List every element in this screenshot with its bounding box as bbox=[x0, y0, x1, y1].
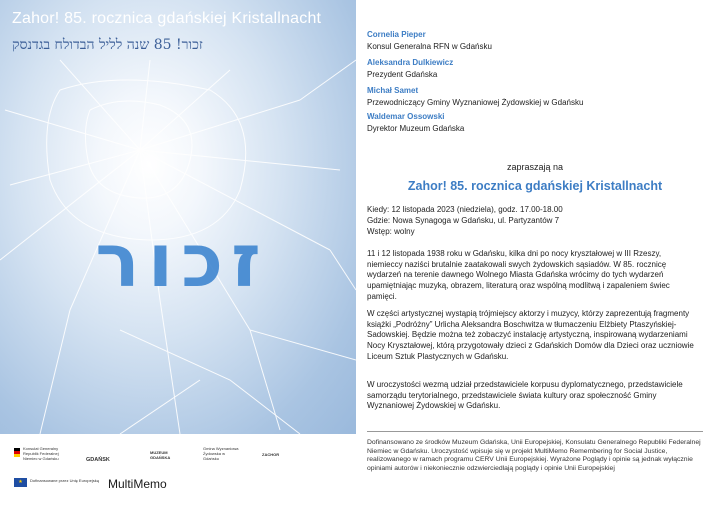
poster-title: Zahor! 85. rocznica gdańskiej Kristallnacht bbox=[12, 10, 322, 27]
event-entry: Wstęp: wolny bbox=[367, 227, 415, 236]
organizer-name: Cornelia Pieper bbox=[367, 30, 426, 39]
organizer-name: Waldemar Ossowski bbox=[367, 112, 445, 121]
eu-funding-logo: Dofinansowane przez Unię Europejską bbox=[30, 478, 99, 483]
description-paragraph: W części artystycznej wystąpią trójmiejscy aktorzy i muzycy, którzy zaprezentują fragmenty książki „Podróżny” Urlicha Aleksandra Boschwitza w tłumaczeniu Elżbiety Ptaszyńskiej-Sadowskiej. Będzie można też zobaczyć instalację artystyczną, inspirowaną wydarzeniami Nocy Kryształowej, którą przygotowały dzieci z Gdańskich Domów dla Dzieci oraz uczniowie Liceum Sztuk Plastycznych w Gdańsku. bbox=[367, 309, 694, 361]
footer-divider bbox=[367, 431, 703, 432]
event-where: Gdzie: Nowa Synagoga w Gdańsku, ul. Partyzantów 7 bbox=[367, 216, 560, 225]
description-paragraph: 11 i 12 listopada 1938 roku w Gdańsku, kilka dni po nocy kryształowej w III Rzeszy, niemieccy naziści brutalnie zaatakowali swych żydowskich sąsiadów. W 85. rocznicę wydarzeń na terenie dawnego Wolnego Miasta Gdańska wrócimy do tych wydarzeń upamiętniając muzyką, obrazem, literaturą oraz wspólną modlitwą i zapaleniem świec pamięci. bbox=[367, 249, 670, 301]
consulate-logo: Konsulat Generalny Republik Federalnej Niemiec w Gdańsku bbox=[23, 446, 59, 461]
zachor-logo: ZACHOR bbox=[262, 452, 280, 457]
sponsor-logos bbox=[0, 434, 356, 505]
poster-hebrew-zachor: זכור bbox=[95, 218, 269, 304]
poster-panel bbox=[0, 0, 356, 505]
organizer-name: Aleksandra Dulkiewicz bbox=[367, 58, 454, 67]
funding-footer: Dofinansowano ze środków Muzeum Gdańska, Unii Europejskiej, Konsulatu Generalnego Republiki Federalnej Niemiec w Gdańsku. Uroczystość wpisuje się w projekt MultiMemo Remembering for Social Justice, realizowanego w ramach programu CERV Unii Europejskiej. Wyrażone Poglądy i opinie są jednak wyłącznie opiniami autorów i niekoniecznie odzwierciedlają poglądy i opinie Unii Europejskiej bbox=[367, 439, 701, 472]
organizer-role: Konsul Generalna RFN w Gdańsku bbox=[367, 42, 492, 51]
german-flag-icon bbox=[14, 448, 20, 457]
invitation-panel bbox=[356, 0, 714, 505]
gmina-logo: Gmina Wyznaniowa Żydowska w Gdańsku bbox=[203, 446, 239, 461]
muzeum-logo: MUZEUM GDAŃSKA bbox=[150, 450, 171, 460]
organizer-name: Michał Samet bbox=[367, 86, 419, 95]
poster-hebrew-subtitle: זכור! 85 שנה לליל הבדולח בגדנסק bbox=[12, 37, 203, 53]
multimemo-logo: MultiMemo bbox=[108, 477, 167, 491]
organizer-role: Dyrektor Muzeum Gdańska bbox=[367, 124, 465, 133]
description-paragraph: W uroczystości wezmą udział przedstawiciele korpusu dyplomatycznego, przedstawiciele samorządu terytorialnego, przedstawiciele świata kultury oraz społeczność Gminy Wyznaniowej Żydowskiej w Gdańsku. bbox=[367, 380, 683, 411]
gdansk-logo: GDAŃSK bbox=[86, 457, 110, 463]
eu-flag-icon: ★ bbox=[14, 478, 27, 487]
event-when: Kiedy: 12 listopada 2023 (niedziela), godz. 17.00-18.00 bbox=[367, 205, 563, 214]
organizer-role: Przewodniczący Gminy Wyznaniowej Żydowskiej w Gdańsku bbox=[367, 98, 584, 107]
invite-intro: zapraszają na bbox=[506, 162, 564, 172]
organizer-role: Prezydent Gdańska bbox=[367, 70, 438, 79]
event-title: Zahor! 85. rocznica gdańskiej Kristallnacht bbox=[407, 179, 663, 193]
broken-glass-cracks bbox=[0, 0, 356, 434]
poster-image bbox=[0, 0, 356, 434]
